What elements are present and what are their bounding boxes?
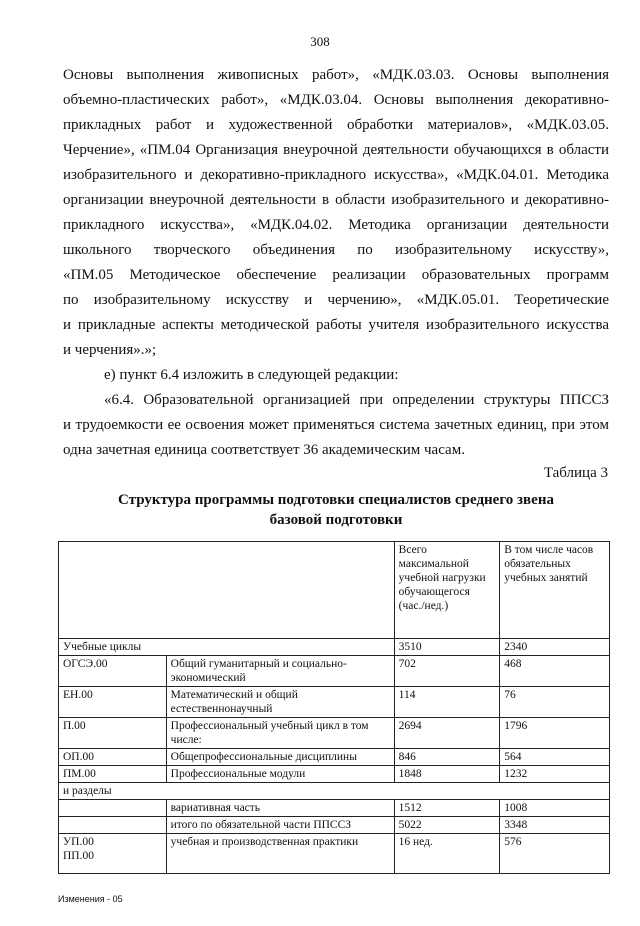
row-name: учебная и производственная практики — [166, 834, 394, 874]
row-required: 576 — [500, 834, 610, 874]
row-name: вариативная часть — [166, 800, 394, 817]
text-line: «ПМ.05 Методическое обеспечение реализации образовательных программ — [63, 267, 609, 283]
table-row — [59, 766, 610, 783]
header-cell-empty — [59, 542, 395, 639]
text-line: изобразительного и декоративно-прикладного искусства», «МДК.04.01. Методика — [63, 167, 609, 183]
row-code: УП.00 ПП.00 — [59, 834, 167, 874]
text-line: организации внеурочной деятельности в области изобразительного и декоративно- — [63, 192, 609, 208]
paragraph-2: е) пункт 6.4 изложить в следующей редакции: — [104, 367, 399, 383]
row-total: 16 нед. — [394, 834, 500, 874]
text-line: и трудоемкости ее освоения может применяться система зачетных единиц, при этом — [63, 417, 609, 433]
row-total: 2694 — [394, 718, 500, 749]
row-total: 1848 — [394, 766, 500, 783]
text-line: прикладных работ и художественной обработки материалов», «МДК.03.05. — [63, 117, 609, 133]
text-line: одна зачетная единица соответствует 36 академическим часам. — [63, 442, 465, 458]
row-code: П.00 — [59, 718, 167, 749]
table-title-line-2: базовой подготовки — [269, 512, 403, 528]
row-required: 1008 — [500, 800, 610, 817]
row-total: 846 — [394, 749, 500, 766]
row-required: 564 — [500, 749, 610, 766]
row-name: итого по обязательной части ППССЗ — [166, 817, 394, 834]
table-row — [59, 817, 610, 834]
row-name: Математический и общий естественнонаучный — [166, 687, 394, 718]
structure-table — [58, 541, 610, 874]
row-total: 114 — [394, 687, 500, 718]
row-total: 5022 — [394, 817, 500, 834]
header-cell-required: В том числе часов обязательных учебных занятий — [500, 542, 610, 639]
text-line: «6.4. Образовательной организацией при определении структуры ППССЗ — [104, 392, 609, 408]
table-row — [59, 687, 610, 718]
table-title-line-1: Структура программы подготовки специалистов среднего звена — [118, 492, 554, 508]
page-number: 308 — [310, 34, 330, 49]
table-row — [59, 656, 610, 687]
text-line: Основы выполнения живописных работ», «МДК.03.03. Основы выполнения — [63, 67, 609, 83]
row-name: Общепрофессиональные дисциплины — [166, 749, 394, 766]
row-code: ЕН.00 — [59, 687, 167, 718]
table-label: Таблица 3 — [543, 465, 608, 481]
row-name: Профессиональный учебный цикл в том числе: — [166, 718, 394, 749]
row-required: 468 — [500, 656, 610, 687]
table-row — [59, 718, 610, 749]
row-code — [59, 800, 167, 817]
table-row — [59, 749, 610, 766]
row-name: Общий гуманитарный и социально-экономический — [166, 656, 394, 687]
table-row — [59, 783, 610, 800]
text-line: и прикладные аспекты методической работы учителя изобразительного искусства — [63, 317, 609, 333]
row-required: 3348 — [500, 817, 610, 834]
paragraph-3 — [63, 388, 609, 463]
row-code: Учебные циклы — [59, 639, 395, 656]
row-required: 1796 — [500, 718, 610, 749]
row-code: ПМ.00 — [59, 766, 167, 783]
text-line: Черчение», «ПМ.04 Организация внеурочной деятельности обучающихся в области — [63, 142, 609, 158]
text-line: по изобразительному искусству и черчению», «МДК.05.01. Теоретические — [63, 292, 609, 308]
table-row — [59, 800, 610, 817]
text-line: прикладного искусства», «МДК.04.02. Методика организации деятельности — [63, 217, 609, 233]
footer-note: Изменения - 05 — [58, 894, 123, 904]
paragraph-1 — [63, 63, 609, 363]
row-required: 76 — [500, 687, 610, 718]
table-row — [59, 639, 610, 656]
table-row — [59, 834, 610, 874]
text-line: и черчения».»; — [63, 342, 157, 358]
text-line: школьного творческого объединения по изобразительному искусству», — [63, 242, 609, 258]
row-total: 702 — [394, 656, 500, 687]
text-line: объемно-пластических работ», «МДК.03.04. Основы выполнения декоративно- — [63, 92, 609, 108]
row-code — [59, 817, 167, 834]
row-name: Профессиональные модули — [166, 766, 394, 783]
row-code: ОГСЭ.00 — [59, 656, 167, 687]
row-required: 1232 — [500, 766, 610, 783]
row-required: 2340 — [500, 639, 610, 656]
table-title — [63, 490, 609, 530]
row-code: и разделы — [59, 783, 610, 800]
header-cell-total: Всего максимальной учебной нагрузки обучающегося (час./нед.) — [394, 542, 500, 639]
row-total: 1512 — [394, 800, 500, 817]
row-total: 3510 — [394, 639, 500, 656]
table-header-row — [59, 542, 610, 639]
row-code: ОП.00 — [59, 749, 167, 766]
